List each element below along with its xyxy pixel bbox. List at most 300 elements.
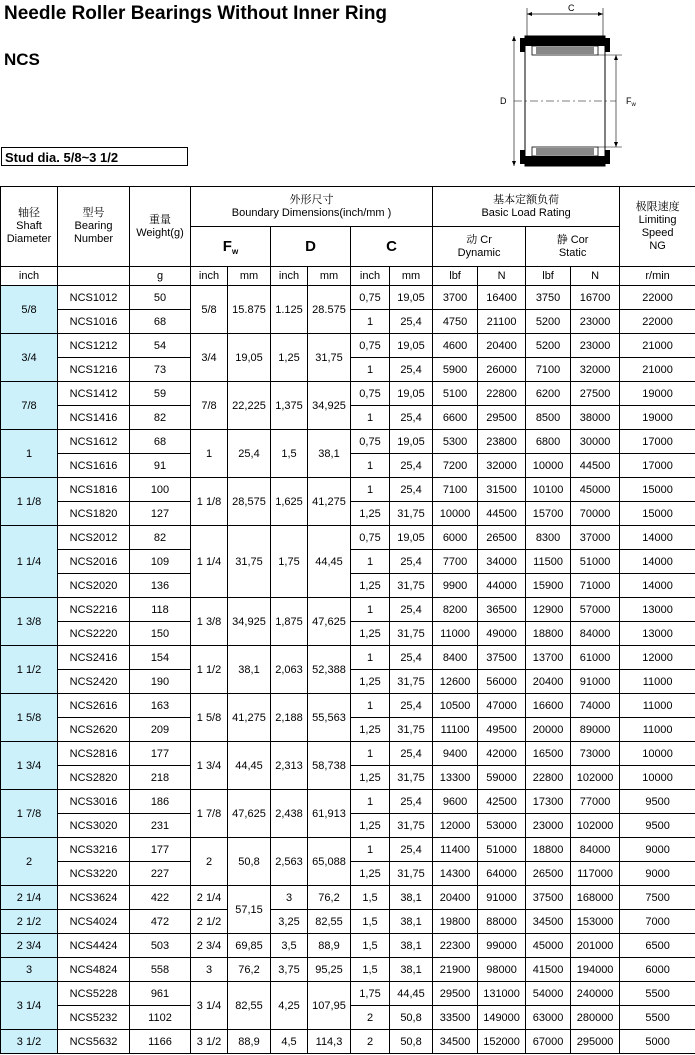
limiting-speed-cell: 9000 — [620, 838, 695, 862]
dynamic-lbf-cell: 29500 — [433, 982, 478, 1006]
bearing-number-cell: NCS1820 — [58, 502, 130, 526]
bearing-number-cell: NCS2816 — [58, 742, 130, 766]
static-lbf-cell: 22800 — [526, 766, 571, 790]
static-n-cell: 153000 — [571, 910, 620, 934]
weight-cell: 154 — [130, 646, 191, 670]
bearing-number-cell: NCS5228 — [58, 982, 130, 1006]
c-inch-cell: 1,25 — [351, 502, 390, 526]
c-inch-cell: 2 — [351, 1006, 390, 1030]
table-row — [1, 382, 695, 406]
c-inch-cell: 1,25 — [351, 862, 390, 886]
table-row — [1, 934, 695, 958]
c-mm-cell: 38,1 — [390, 934, 433, 958]
fw-inch-cell: 2 1/2 — [191, 910, 228, 934]
static-lbf-cell: 13700 — [526, 646, 571, 670]
static-n-cell: 117000 — [571, 862, 620, 886]
shaft-diameter-cell: 1 3/4 — [1, 742, 58, 790]
shaft-diameter-cell: 3/4 — [1, 334, 58, 382]
limiting-speed-cell: 19000 — [620, 382, 695, 406]
weight-cell: 82 — [130, 406, 191, 430]
weight-cell: 68 — [130, 430, 191, 454]
limiting-speed-cell: 10000 — [620, 742, 695, 766]
static-n-cell: 30000 — [571, 430, 620, 454]
static-lbf-cell: 63000 — [526, 1006, 571, 1030]
dynamic-n-cell: 20400 — [478, 334, 526, 358]
c-inch-cell: 1 — [351, 646, 390, 670]
static-lbf-cell: 10100 — [526, 478, 571, 502]
d-inch-cell: 2,188 — [271, 694, 308, 742]
c-mm-cell: 38,1 — [390, 958, 433, 982]
unit-cell: mm — [390, 267, 433, 286]
d-mm-cell: 61,913 — [308, 790, 351, 838]
unit-cell: inch — [191, 267, 228, 286]
bearing-number-cell: NCS1212 — [58, 334, 130, 358]
static-lbf-cell: 26500 — [526, 862, 571, 886]
d-mm-cell: 95,25 — [308, 958, 351, 982]
d-mm-cell: 114,3 — [308, 1030, 351, 1054]
shaft-diameter-cell: 5/8 — [1, 286, 58, 334]
c-inch-cell: 1,5 — [351, 886, 390, 910]
shaft-diameter-cell: 2 1/2 — [1, 910, 58, 934]
bearing-number-cell: NCS5632 — [58, 1030, 130, 1054]
static-lbf-cell: 18800 — [526, 622, 571, 646]
static-lbf-cell: 17300 — [526, 790, 571, 814]
static-lbf-cell: 20400 — [526, 670, 571, 694]
bearing-number-cell: NCS4424 — [58, 934, 130, 958]
dynamic-lbf-cell: 13300 — [433, 766, 478, 790]
dynamic-n-cell: 26000 — [478, 358, 526, 382]
c-mm-cell: 25,4 — [390, 694, 433, 718]
d-inch-cell: 1.125 — [271, 286, 308, 334]
fw-inch-cell: 1 — [191, 430, 228, 478]
c-inch-cell: 1,25 — [351, 766, 390, 790]
d-mm-cell: 41,275 — [308, 478, 351, 526]
d-inch-cell: 3,25 — [271, 910, 308, 934]
weight-cell: 503 — [130, 934, 191, 958]
unit-cell: N — [478, 267, 526, 286]
c-inch-cell: 1,5 — [351, 910, 390, 934]
d-mm-cell: 52,388 — [308, 646, 351, 694]
unit-cell: g — [130, 267, 191, 286]
fw-mm-cell: 69,85 — [228, 934, 271, 958]
limiting-speed-cell: 6500 — [620, 934, 695, 958]
bearing-number-cell: NCS2620 — [58, 718, 130, 742]
fw-mm-cell: 28,575 — [228, 478, 271, 526]
static-lbf-cell: 37500 — [526, 886, 571, 910]
c-inch-cell: 0,75 — [351, 430, 390, 454]
bearing-number-cell: NCS2616 — [58, 694, 130, 718]
shaft-diameter-cell: 2 — [1, 838, 58, 886]
c-inch-cell: 1,25 — [351, 718, 390, 742]
d-inch-cell: 3 — [271, 886, 308, 910]
weight-cell: 177 — [130, 838, 191, 862]
bearing-number-cell: NCS2220 — [58, 622, 130, 646]
table-row — [1, 430, 695, 454]
shaft-diameter-cell: 1 1/4 — [1, 526, 58, 598]
bearing-number-cell: NCS1416 — [58, 406, 130, 430]
limiting-speed-cell: 14000 — [620, 574, 695, 598]
static-n-cell: 295000 — [571, 1030, 620, 1054]
bearing-number-cell: NCS2016 — [58, 550, 130, 574]
limiting-speed-cell: 11000 — [620, 694, 695, 718]
c-mm-cell: 25,4 — [390, 838, 433, 862]
dynamic-lbf-cell: 14300 — [433, 862, 478, 886]
c-inch-cell: 1,75 — [351, 982, 390, 1006]
static-lbf-cell: 45000 — [526, 934, 571, 958]
table-row — [1, 526, 695, 550]
c-mm-cell: 19,05 — [390, 286, 433, 310]
static-n-cell: 45000 — [571, 478, 620, 502]
dynamic-n-cell: 51000 — [478, 838, 526, 862]
weight-cell: 961 — [130, 982, 191, 1006]
static-lbf-cell: 23000 — [526, 814, 571, 838]
shaft-diameter-cell: 7/8 — [1, 382, 58, 430]
dynamic-n-cell: 37500 — [478, 646, 526, 670]
unit-cell: lbf — [526, 267, 571, 286]
fw-mm-cell: 38,1 — [228, 646, 271, 694]
c-inch-cell: 1,25 — [351, 574, 390, 598]
fw-inch-cell: 1 3/8 — [191, 598, 228, 646]
c-mm-cell: 38,1 — [390, 910, 433, 934]
static-n-cell: 16700 — [571, 286, 620, 310]
fw-mm-cell: 15.875 — [228, 286, 271, 334]
bearing-number-cell: NCS2416 — [58, 646, 130, 670]
dim-fw-label: $F_w$ — [626, 96, 636, 108]
unit-cell: inch — [271, 267, 308, 286]
header-fw: $F_w$ — [191, 227, 271, 267]
weight-cell: 177 — [130, 742, 191, 766]
limiting-speed-cell: 15000 — [620, 502, 695, 526]
bearing-number-cell: NCS3016 — [58, 790, 130, 814]
table-row — [1, 598, 695, 622]
header-weight: 重量 Weight(g) — [130, 187, 191, 267]
limiting-speed-cell: 7000 — [620, 910, 695, 934]
static-n-cell: 201000 — [571, 934, 620, 958]
static-n-cell: 77000 — [571, 790, 620, 814]
d-inch-cell: 2,313 — [271, 742, 308, 790]
limiting-speed-cell: 9000 — [620, 862, 695, 886]
static-lbf-cell: 3750 — [526, 286, 571, 310]
shaft-diameter-cell: 2 1/4 — [1, 886, 58, 910]
weight-cell: 1166 — [130, 1030, 191, 1054]
d-mm-cell: 44,45 — [308, 526, 351, 598]
fw-mm-cell: 25,4 — [228, 430, 271, 478]
weight-cell: 100 — [130, 478, 191, 502]
static-n-cell: 194000 — [571, 958, 620, 982]
bearing-number-cell: NCS3020 — [58, 814, 130, 838]
weight-cell: 558 — [130, 958, 191, 982]
bearing-spec-table — [0, 186, 695, 1054]
static-lbf-cell: 54000 — [526, 982, 571, 1006]
bearing-number-cell: NCS1012 — [58, 286, 130, 310]
page-title: Needle Roller Bearings Without Inner Ring — [4, 3, 388, 24]
c-inch-cell: 1,25 — [351, 622, 390, 646]
limiting-speed-cell: 15000 — [620, 478, 695, 502]
weight-cell: 82 — [130, 526, 191, 550]
d-inch-cell: 3,75 — [271, 958, 308, 982]
static-lbf-cell: 6800 — [526, 430, 571, 454]
limiting-speed-cell: 17000 — [620, 454, 695, 478]
dynamic-lbf-cell: 9400 — [433, 742, 478, 766]
limiting-speed-cell: 7500 — [620, 886, 695, 910]
bearing-number-cell: NCS2216 — [58, 598, 130, 622]
limiting-speed-cell: 12000 — [620, 646, 695, 670]
c-inch-cell: 1 — [351, 694, 390, 718]
weight-cell: 136 — [130, 574, 191, 598]
dynamic-lbf-cell: 5300 — [433, 430, 478, 454]
fw-inch-cell: 3 1/2 — [191, 1030, 228, 1054]
static-lbf-cell: 5200 — [526, 334, 571, 358]
limiting-speed-cell: 19000 — [620, 406, 695, 430]
c-mm-cell: 50,8 — [390, 1030, 433, 1054]
bearing-number-cell: NCS1216 — [58, 358, 130, 382]
static-n-cell: 102000 — [571, 814, 620, 838]
limiting-speed-cell: 5000 — [620, 1030, 695, 1054]
dynamic-lbf-cell: 10000 — [433, 502, 478, 526]
c-inch-cell: 0,75 — [351, 334, 390, 358]
static-lbf-cell: 7100 — [526, 358, 571, 382]
d-mm-cell: 28.575 — [308, 286, 351, 334]
dynamic-n-cell: 21100 — [478, 310, 526, 334]
shaft-diameter-cell: 1 3/8 — [1, 598, 58, 646]
dynamic-n-cell: 42000 — [478, 742, 526, 766]
d-mm-cell: 88,9 — [308, 934, 351, 958]
bearing-number-cell: NCS1412 — [58, 382, 130, 406]
weight-cell: 118 — [130, 598, 191, 622]
c-inch-cell: 1 — [351, 310, 390, 334]
d-inch-cell: 3,5 — [271, 934, 308, 958]
dynamic-lbf-cell: 9600 — [433, 790, 478, 814]
table-row — [1, 742, 695, 766]
c-mm-cell: 25,4 — [390, 310, 433, 334]
dynamic-n-cell: 99000 — [478, 934, 526, 958]
dim-d-label: D — [500, 96, 507, 106]
c-mm-cell: 25,4 — [390, 742, 433, 766]
table-row — [1, 1030, 695, 1054]
c-inch-cell: 1 — [351, 406, 390, 430]
dynamic-n-cell: 49500 — [478, 718, 526, 742]
c-inch-cell: 1 — [351, 742, 390, 766]
c-inch-cell: 1 — [351, 478, 390, 502]
static-lbf-cell: 67000 — [526, 1030, 571, 1054]
header-d: D — [271, 227, 351, 267]
limiting-speed-cell: 22000 — [620, 310, 695, 334]
header-dynamic: 动 Cr Dynamic — [433, 227, 526, 267]
limiting-speed-cell: 10000 — [620, 766, 695, 790]
dynamic-n-cell: 152000 — [478, 1030, 526, 1054]
dynamic-lbf-cell: 8400 — [433, 646, 478, 670]
fw-inch-cell: 3 1/4 — [191, 982, 228, 1030]
dynamic-n-cell: 36500 — [478, 598, 526, 622]
c-mm-cell: 31,75 — [390, 862, 433, 886]
bearing-number-cell: NCS2420 — [58, 670, 130, 694]
d-mm-cell: 34,925 — [308, 382, 351, 430]
d-inch-cell: 2,438 — [271, 790, 308, 838]
shaft-diameter-cell: 1 5/8 — [1, 694, 58, 742]
unit-cell: mm — [308, 267, 351, 286]
c-mm-cell: 25,4 — [390, 406, 433, 430]
dynamic-n-cell: 47000 — [478, 694, 526, 718]
bearing-number-cell: NCS1016 — [58, 310, 130, 334]
static-n-cell: 38000 — [571, 406, 620, 430]
c-mm-cell: 25,4 — [390, 454, 433, 478]
dynamic-n-cell: 59000 — [478, 766, 526, 790]
dynamic-lbf-cell: 9900 — [433, 574, 478, 598]
fw-inch-cell: 3/4 — [191, 334, 228, 382]
bearing-number-cell: NCS3220 — [58, 862, 130, 886]
table-row — [1, 910, 695, 934]
limiting-speed-cell: 14000 — [620, 526, 695, 550]
dynamic-lbf-cell: 19800 — [433, 910, 478, 934]
fw-inch-cell: 2 3/4 — [191, 934, 228, 958]
d-inch-cell: 2,563 — [271, 838, 308, 886]
weight-cell: 50 — [130, 286, 191, 310]
weight-cell: 472 — [130, 910, 191, 934]
unit-cell — [58, 267, 130, 286]
d-mm-cell: 65,088 — [308, 838, 351, 886]
static-lbf-cell: 41500 — [526, 958, 571, 982]
c-inch-cell: 1 — [351, 358, 390, 382]
c-inch-cell: 0,75 — [351, 286, 390, 310]
header-load-rating: 基本定额负荷 Basic Load Rating — [433, 187, 620, 227]
limiting-speed-cell: 21000 — [620, 334, 695, 358]
c-inch-cell: 1 — [351, 550, 390, 574]
d-mm-cell: 31,75 — [308, 334, 351, 382]
limiting-speed-cell: 11000 — [620, 718, 695, 742]
c-mm-cell: 31,75 — [390, 718, 433, 742]
fw-mm-cell: 22,225 — [228, 382, 271, 430]
weight-cell: 227 — [130, 862, 191, 886]
fw-inch-cell: 1 1/8 — [191, 478, 228, 526]
dynamic-lbf-cell: 33500 — [433, 1006, 478, 1030]
dynamic-lbf-cell: 12000 — [433, 814, 478, 838]
header-boundary-dimensions: 外形尺寸 Boundary Dimensions(inch/mm ) — [191, 187, 433, 227]
c-mm-cell: 25,4 — [390, 550, 433, 574]
weight-cell: 422 — [130, 886, 191, 910]
series-label: NCS — [4, 50, 40, 69]
c-inch-cell: 1 — [351, 790, 390, 814]
static-n-cell: 89000 — [571, 718, 620, 742]
table-row — [1, 478, 695, 502]
static-n-cell: 37000 — [571, 526, 620, 550]
fw-inch-cell: 1 7/8 — [191, 790, 228, 838]
static-n-cell: 91000 — [571, 670, 620, 694]
unit-cell: inch — [1, 267, 58, 286]
table-row — [1, 334, 695, 358]
static-lbf-cell: 5200 — [526, 310, 571, 334]
limiting-speed-cell: 5500 — [620, 1006, 695, 1030]
fw-inch-cell: 3 — [191, 958, 228, 982]
dynamic-n-cell: 32000 — [478, 454, 526, 478]
weight-cell: 218 — [130, 766, 191, 790]
c-inch-cell: 0,75 — [351, 382, 390, 406]
static-lbf-cell: 12900 — [526, 598, 571, 622]
dim-c-label: C — [568, 3, 575, 13]
stud-diameter-label: Stud dia. 5/8~3 1/2 — [1, 147, 188, 166]
weight-cell: 73 — [130, 358, 191, 382]
dynamic-lbf-cell: 6600 — [433, 406, 478, 430]
bearing-number-cell: NCS1612 — [58, 430, 130, 454]
fw-inch-cell: 1 1/2 — [191, 646, 228, 694]
d-mm-cell: 47,625 — [308, 598, 351, 646]
weight-cell: 68 — [130, 310, 191, 334]
fw-inch-cell: 7/8 — [191, 382, 228, 430]
fw-mm-cell: 19,05 — [228, 334, 271, 382]
table-row — [1, 838, 695, 862]
static-n-cell: 240000 — [571, 982, 620, 1006]
d-mm-cell: 76,2 — [308, 886, 351, 910]
d-inch-cell: 4,5 — [271, 1030, 308, 1054]
bearing-number-cell: NCS3216 — [58, 838, 130, 862]
shaft-diameter-cell: 1 1/2 — [1, 646, 58, 694]
table-row — [1, 286, 695, 310]
static-n-cell: 23000 — [571, 334, 620, 358]
static-lbf-cell: 16600 — [526, 694, 571, 718]
table-row — [1, 694, 695, 718]
weight-cell: 186 — [130, 790, 191, 814]
shaft-diameter-cell: 3 1/2 — [1, 1030, 58, 1054]
static-lbf-cell: 16500 — [526, 742, 571, 766]
dynamic-lbf-cell: 21900 — [433, 958, 478, 982]
c-mm-cell: 50,8 — [390, 1006, 433, 1030]
limiting-speed-cell: 14000 — [620, 550, 695, 574]
shaft-diameter-cell: 3 1/4 — [1, 982, 58, 1030]
limiting-speed-cell: 13000 — [620, 622, 695, 646]
static-n-cell: 23000 — [571, 310, 620, 334]
limiting-speed-cell: 17000 — [620, 430, 695, 454]
c-inch-cell: 1 — [351, 838, 390, 862]
weight-cell: 150 — [130, 622, 191, 646]
dynamic-lbf-cell: 12600 — [433, 670, 478, 694]
static-n-cell: 73000 — [571, 742, 620, 766]
c-mm-cell: 19,05 — [390, 430, 433, 454]
c-mm-cell: 31,75 — [390, 766, 433, 790]
static-lbf-cell: 11500 — [526, 550, 571, 574]
dynamic-lbf-cell: 8200 — [433, 598, 478, 622]
shaft-diameter-cell: 1 1/8 — [1, 478, 58, 526]
table-row — [1, 646, 695, 670]
bearing-number-cell: NCS2820 — [58, 766, 130, 790]
dynamic-n-cell: 131000 — [478, 982, 526, 1006]
dynamic-lbf-cell: 10500 — [433, 694, 478, 718]
dynamic-lbf-cell: 34500 — [433, 1030, 478, 1054]
c-inch-cell: 1,25 — [351, 814, 390, 838]
weight-cell: 59 — [130, 382, 191, 406]
static-n-cell: 51000 — [571, 550, 620, 574]
bearing-cross-section-diagram — [492, 0, 652, 180]
c-mm-cell: 19,05 — [390, 382, 433, 406]
static-n-cell: 57000 — [571, 598, 620, 622]
fw-mm-cell: 50,8 — [228, 838, 271, 886]
weight-cell: 109 — [130, 550, 191, 574]
fw-mm-cell: 57,15 — [228, 886, 271, 934]
limiting-speed-cell: 6000 — [620, 958, 695, 982]
shaft-diameter-cell: 1 7/8 — [1, 790, 58, 838]
table-row — [1, 982, 695, 1006]
limiting-speed-cell: 9500 — [620, 814, 695, 838]
dynamic-lbf-cell: 7700 — [433, 550, 478, 574]
c-mm-cell: 31,75 — [390, 814, 433, 838]
table-row — [1, 790, 695, 814]
dynamic-lbf-cell: 7200 — [433, 454, 478, 478]
dynamic-n-cell: 64000 — [478, 862, 526, 886]
static-n-cell: 32000 — [571, 358, 620, 382]
dynamic-n-cell: 88000 — [478, 910, 526, 934]
fw-inch-cell: 2 — [191, 838, 228, 886]
d-inch-cell: 1,375 — [271, 382, 308, 430]
c-mm-cell: 31,75 — [390, 670, 433, 694]
dynamic-lbf-cell: 20400 — [433, 886, 478, 910]
